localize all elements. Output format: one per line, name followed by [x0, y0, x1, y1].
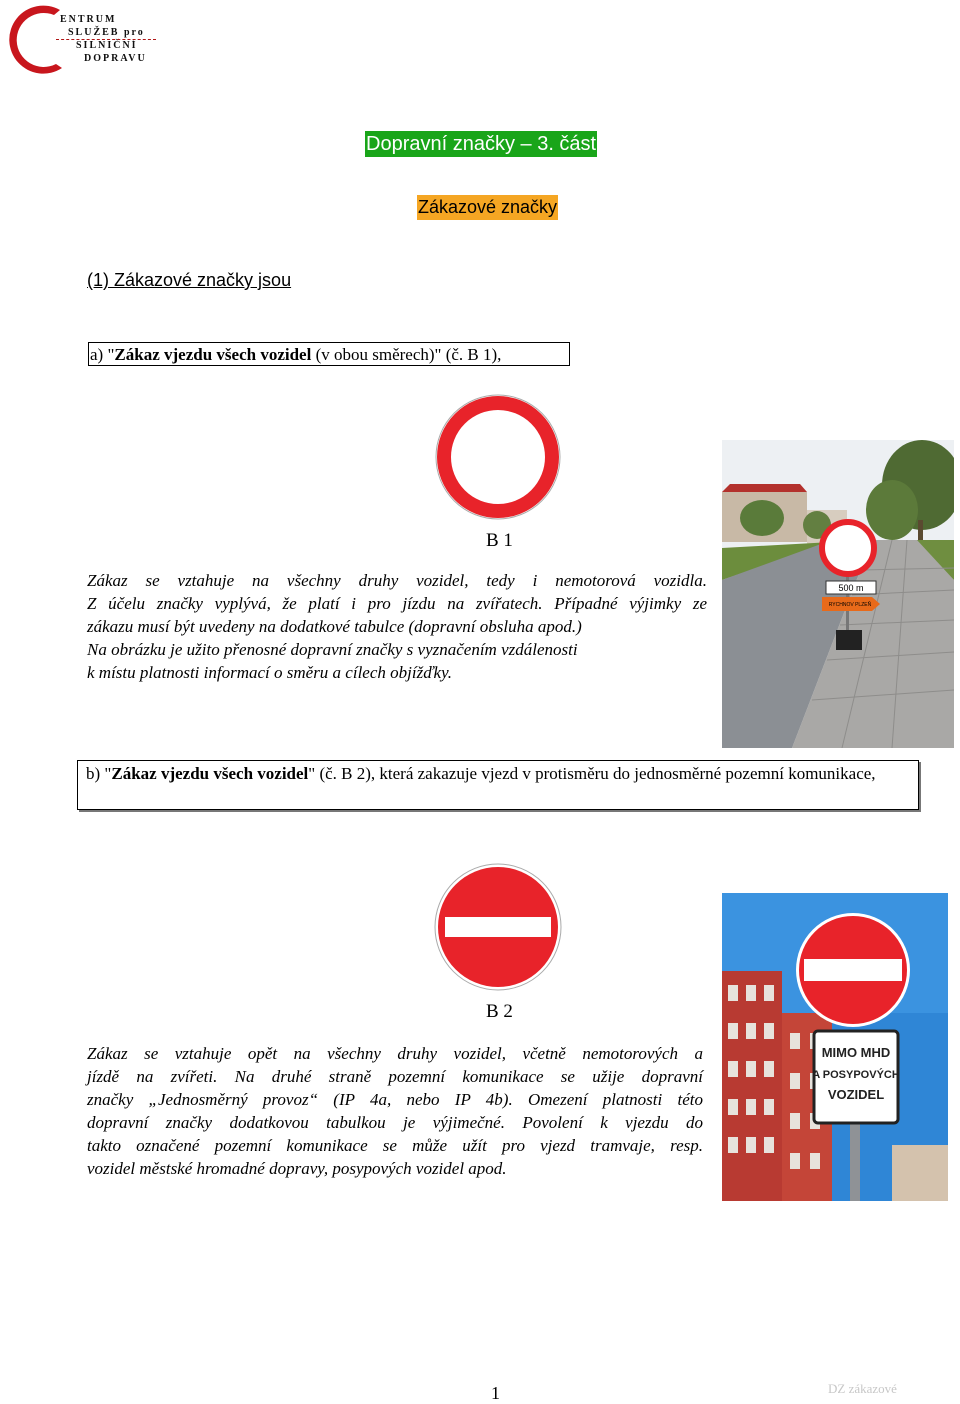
paragraph-a-line: zákazu musí být uvedeny na dodatkové tabulce (dopravní obsluha apod.): [87, 617, 582, 636]
item-a-bold: Zákaz vjezdu všech vozidel: [114, 345, 312, 364]
page-subtitle: Zákazové značky: [417, 195, 558, 220]
paragraph-b-line: dopravní značky dodatkovou tabulkou je výjimečné. Povolení k vjezdu do: [87, 1113, 703, 1132]
logo-line-4: DOPRAVU: [84, 53, 147, 64]
paragraph-a-line: Zákaz se vztahuje na všechny druhy vozidel, tedy i nemotorová vozidla.: [87, 571, 707, 590]
sign-b1-icon: [433, 392, 563, 522]
logo: [4, 2, 164, 78]
page-number: 1: [491, 1383, 500, 1403]
logo-divider: [56, 39, 156, 40]
sign-b1-label: B 1: [486, 530, 513, 551]
paragraph-a-line: k místu platnosti informací o směru a cílech objížďky.: [87, 663, 452, 682]
photo-b2-street: [722, 893, 948, 1201]
item-a-rest: (v obou směrech)" (č. B 1),: [311, 345, 502, 364]
distance-sign-text: 500 m: [838, 583, 864, 593]
item-a-prefix: a) ": [90, 345, 115, 364]
item-b-prefix: b) ": [86, 764, 112, 783]
footer-text: DZ zákazové: [828, 1381, 897, 1396]
logo-line-1: ENTRUM: [60, 14, 117, 25]
sign-b2-label: B 2: [486, 1001, 513, 1022]
item-b-bold: Zákaz vjezdu všech vozidel: [111, 764, 309, 783]
photo-b1-road: [722, 440, 954, 748]
paragraph-a-line: Na obrázku je užito přenosné dopravní značky s vyznačením vzdálenosti: [87, 640, 578, 659]
plate-line-2: A POSYPOVÝCH: [812, 1069, 900, 1081]
section-heading: (1) Zákazové značky jsou: [87, 270, 292, 290]
plate-line-3: VOZIDEL: [827, 1087, 885, 1102]
page-title: Dopravní značky – 3. část: [366, 133, 597, 155]
item-b-box: [77, 760, 919, 810]
plate-line-1: MIMO MHD: [821, 1045, 891, 1060]
arrow-sign-text: RYCHNOV PLZEŇ: [828, 602, 872, 608]
paragraph-b-line: značky „Jednosměrný provoz“ (IP 4a, nebo IP 4b). Omezení platnosti této: [87, 1090, 703, 1109]
paragraph-a: [87, 569, 707, 684]
logo-c-mark: [4, 2, 64, 78]
paragraph-b-line: Zákaz se vztahuje opět na všechny druhy vozidel, včetně nemotorových a: [87, 1044, 703, 1063]
paragraph-b-line: jízdě na zvířeti. Na druhé straně pozemní komunikace se užije dopravní: [87, 1067, 703, 1086]
item-a-box: [88, 342, 570, 366]
logo-line-2: SLUŽEB pro: [68, 27, 145, 38]
paragraph-b-line: vozidel městské hromadné dopravy, posypových vozidel apod.: [87, 1159, 507, 1178]
logo-line-3: SILNIČNÍ: [76, 40, 138, 51]
paragraph-b-line: takto označené pozemní komunikace se může užít pro vjezd tramvaje, resp.: [87, 1136, 703, 1155]
sign-b2-icon: [433, 862, 563, 992]
paragraph-b: [87, 1042, 703, 1180]
item-b-rest: " (č. B 2), která zakazuje vjezd v protisměru do jednosměrné pozemní komunikace,: [308, 764, 876, 783]
paragraph-a-line: Z účelu značky vyplývá, že platí i pro jízdu na zvířatech. Případné výjimky ze: [87, 594, 707, 613]
